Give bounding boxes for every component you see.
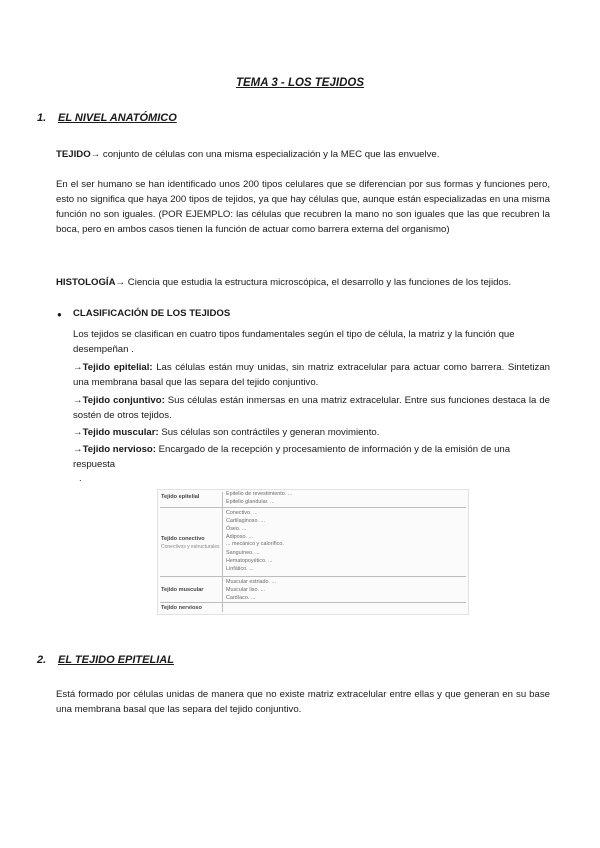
clasificacion-heading: CLASIFICACIÓN DE LOS TEJIDOS xyxy=(73,308,231,319)
table-row: Linfático. ... xyxy=(226,566,254,572)
arrow: → xyxy=(73,427,83,438)
table-divider xyxy=(160,602,466,603)
tipo-text: Encargado de la recepción y procesamiento de información y de la emisión de una respuesta xyxy=(73,444,511,470)
tipo-term: Tejido muscular: xyxy=(82,427,159,438)
table-label-conjuntivo: Tejido conectivo xyxy=(161,536,205,542)
table-row: Hematopoyético. ... xyxy=(226,558,273,564)
table-row: Adiposo. ... xyxy=(226,534,253,540)
tipo-term: Tejido nervioso: xyxy=(82,444,156,455)
page-title: TEMA 3 - LOS TEJIDOS xyxy=(235,77,364,89)
arrow: → xyxy=(73,444,83,455)
tipo-term: Tejido conjuntivo: xyxy=(82,395,165,406)
stray-dot: . xyxy=(79,473,82,484)
histologia-def-text: Ciencia que estudia la estructura microscópica, el desarrollo y las funciones de los tejidos. xyxy=(125,277,512,288)
tipo-text: Las células están muy unidas, sin matriz extracelular para actuar como barrera. Sintetizan una membrana basal que las separa del tejido conjuntivo. xyxy=(73,362,550,388)
list-item-nervioso xyxy=(73,442,550,472)
list-item-epitelial xyxy=(73,360,550,390)
section-1-number: 1. xyxy=(37,112,47,124)
clasificacion-intro: Los tejidos se clasifican en cuatro tipos fundamentales según el tipo de célula, la matriz y la función que desempeñan . xyxy=(73,329,515,355)
tejido-term: TEJIDO xyxy=(56,149,91,160)
section-2-heading xyxy=(37,654,174,666)
table-label-nervioso: Tejido nervioso xyxy=(161,605,202,611)
arrow: → xyxy=(73,395,83,406)
table-row: Sanguíneo. ... xyxy=(226,550,260,556)
histologia-definition xyxy=(56,275,556,290)
tissue-table-image xyxy=(157,489,469,615)
table-row: ... mecánico y calorífico. xyxy=(226,541,284,547)
tipo-text: Sus células están inmersas en una matriz extracelular. Entre sus funciones destaca la de sostén de otros tejidos. xyxy=(73,395,550,421)
section-1-title: EL NIVEL ANATÓMICO xyxy=(58,112,177,124)
table-row: Cartilaginoso. ... xyxy=(226,518,265,524)
histologia-term: HISTOLOGÍA xyxy=(56,277,116,288)
bullet-icon: ● xyxy=(57,310,62,319)
paragraph-humano: En el ser humano se han identificado unos 200 tipos celulares que se diferencian por sus formas y funciones pero, esto no significa que haya 200 tipos de tejidos, ya que hay células que, aunque están especializadas en una misma función no son iguales. (POR EJEMPLO: las células que recubren la mano no son iguales que las que recubren la boca, pero en ambos casos tienen la función de actuar como barrera externa del organismo) xyxy=(56,179,550,235)
table-row: Conectivo. ... xyxy=(226,510,258,516)
section-2-title: EL TEJIDO EPITELIAL xyxy=(58,654,174,666)
paragraph-epitelial: Está formado por células unidas de manera que no existe matriz extracelular entre ellas y que generan en su base una membrana basal que las separa del tejido conjuntivo. xyxy=(56,689,550,715)
table-divider xyxy=(222,492,223,612)
arrow: → xyxy=(73,362,83,373)
list-item-conjuntivo xyxy=(73,393,550,423)
table-label-epitelial: Tejido epitelial xyxy=(161,494,200,500)
table-row: Muscular estriado. ... xyxy=(226,579,277,585)
table-label-muscular: Tejido muscular xyxy=(161,587,204,593)
tejido-definition xyxy=(56,147,556,162)
table-row: Epitelio glandular. ... xyxy=(226,499,275,505)
section-2-number: 2. xyxy=(37,654,47,666)
table-row: Óseo. ... xyxy=(226,526,247,532)
table-row: Epitelio de revestimiento. ... xyxy=(226,491,293,497)
tipo-term: Tejido epitelial: xyxy=(82,362,153,373)
arrow: → xyxy=(115,277,126,288)
table-divider xyxy=(160,576,466,577)
list-item-muscular xyxy=(73,425,550,440)
table-row: Cardíaco. ... xyxy=(226,595,256,601)
section-1-heading xyxy=(37,112,177,124)
tipo-text: Sus células son contráctiles y generan movimiento. xyxy=(158,427,380,438)
table-row: Muscular liso. ... xyxy=(226,587,265,593)
table-divider xyxy=(160,507,466,508)
tejido-def-text: conjunto de células con una misma especialización y la MEC que las envuelve. xyxy=(100,149,440,160)
arrow: → xyxy=(90,149,101,160)
table-sublabel: Conectivos y estructurales xyxy=(161,544,220,550)
